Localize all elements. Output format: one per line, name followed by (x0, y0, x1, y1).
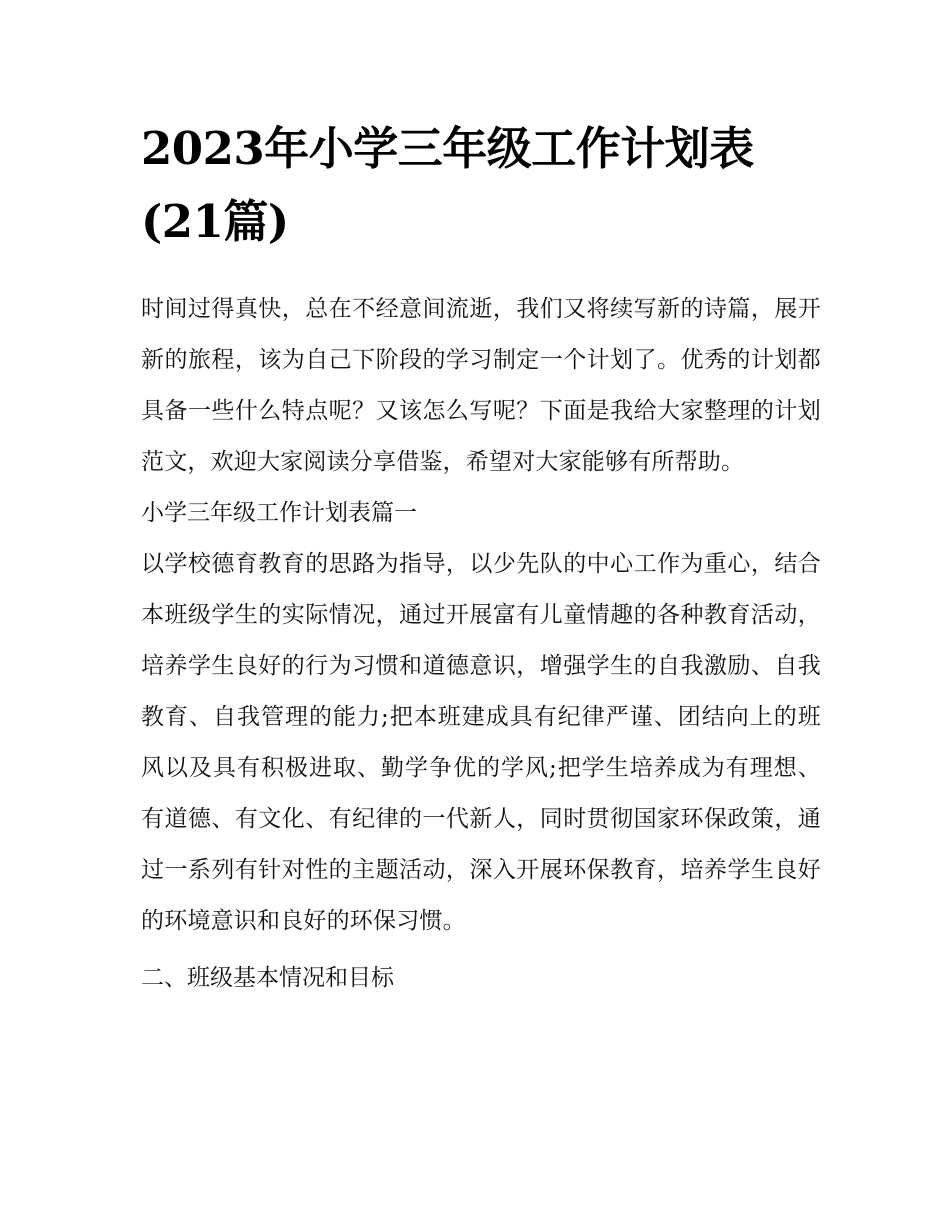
title-line-2: (21篇) (141, 195, 289, 248)
subheading: 二、班级基本情况和目标 (141, 965, 394, 991)
document-title (141, 112, 821, 258)
section-heading: 小学三年级工作计划表篇一 (141, 500, 417, 526)
intro-paragraph: 时间过得真快，总在不经意间流逝，我们又将续写新的诗篇，展开新的旅程，该为自己下阶段的学习制定一个计划了。优秀的计划都具备一些什么特点呢？又该怎么写呢？下面是我给大家整理的计划范文，欢迎大家阅读分享借鉴，希望对大家能够有所帮助。 (141, 296, 821, 475)
body-paragraph: 以学校德育教育的思路为指导，以少先队的中心工作为重心，结合本班级学生的实际情况，通过开展富有儿童情趣的各种教育活动，培养学生良好的行为习惯和道德意识，增强学生的自我激励、自我教育、自我管理的能力;把本班建成具有纪律严谨、团结向上的班风以及具有积极进取、勤学争优的学风;把学生培养成为有理想、有道德、有文化、有纪律的一代新人，同时贯彻国家环保政策，通过一系列有针对性的主题活动，深入开展环保教育，培养学生良好的环境意识和良好的环保习惯。 (141, 551, 821, 934)
title-line-1: 2023年小学三年级工作计划表 (141, 122, 754, 175)
document-page (141, 112, 821, 1004)
